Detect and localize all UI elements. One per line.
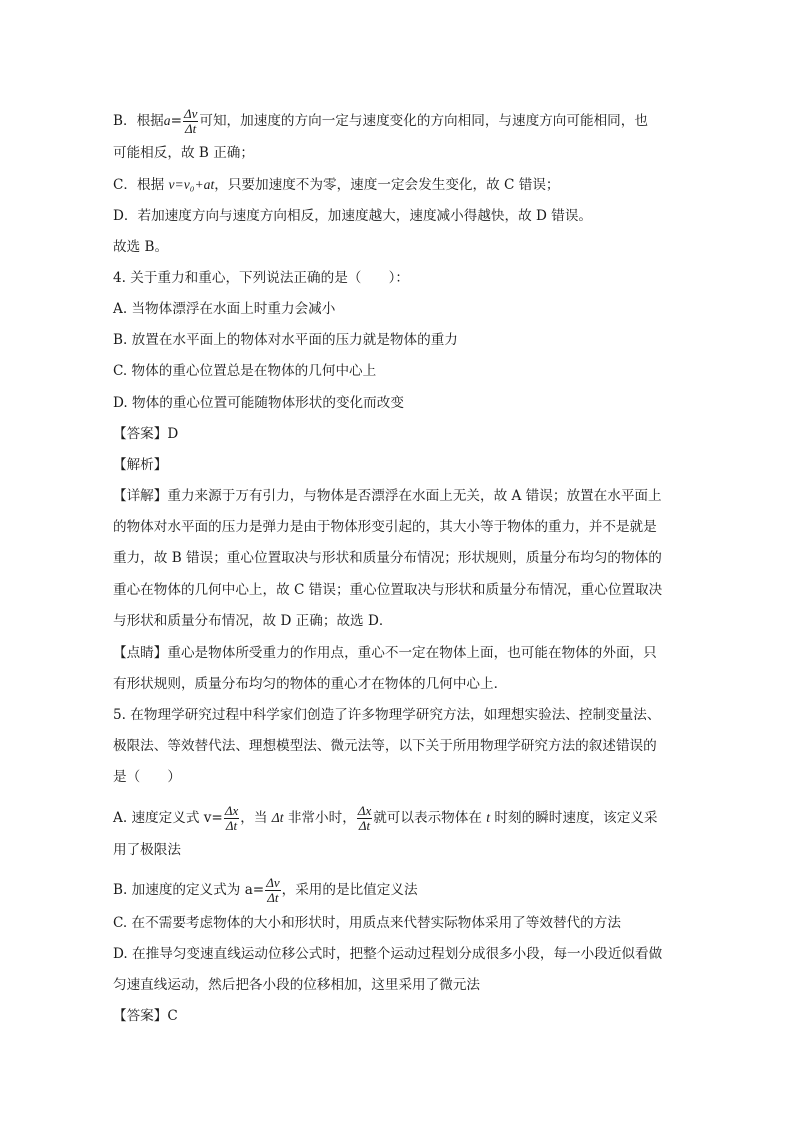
q5-option-a-line1: A. 速度定义式 v= $\frac{\Delta x}{\Delta t}$ ，当 Δt 非常小时， $\frac{\Delta x}{\Delta t}$ 就可以表示物体在 t 时刻的瞬时速度，该定义采 — [113, 803, 658, 833]
q4-stem: 4. 关于重力和重心，下列说法正确的是（ ）： — [113, 270, 409, 286]
q4-detail-line3: 重力，故 B 错误；重心位置取决与形状和质量分布情况；形状规则，质量分布均匀的物体的 — [113, 550, 662, 566]
q3-option-c: C．根据 v=v₀+at，只要加速度不为零，速度一定会发生变化，故 C 错误； — [113, 177, 560, 193]
q4-answer: 【答案】D — [113, 426, 179, 442]
q5-stem-line1: 5. 在物理学研究过程中科学家们创造了许多物理学研究方法，如理想实验法、控制变量法、 — [113, 707, 661, 723]
q4-option-b: B. 放置在水平面上的物体对水平面的压力就是物体的重力 — [113, 332, 458, 348]
q4-option-c: C. 物体的重心位置总是在物体的几何中心上 — [113, 363, 377, 379]
q3-option-b-line1: B．根据a= $\frac{\Delta v}{\Delta t}$ 可知，加速度的方向一定与速度变化的方向相同，与速度方向可能相同，也 — [113, 106, 648, 136]
q5-answer: 【答案】C — [113, 1008, 178, 1024]
q5-option-d-line2: 匀速直线运动，然后把各小段的位移相加，这里采用了微元法 — [113, 977, 481, 993]
q3-option-d: D．若加速度方向与速度方向相反，加速度越大，速度减小得越快，故 D 错误。 — [113, 208, 593, 224]
fraction-dx-dt-2: $\frac{\Delta x}{\Delta t}$ — [357, 803, 372, 833]
q4-analysis-tag: 【解析】 — [113, 457, 168, 473]
q5-option-d-line1: D. 在推导匀变速直线运动位移公式时，把整个运动过程划分成很多小段，每一小段近似看做 — [113, 946, 663, 962]
q4-detail-line5: 与形状和质量分布情况，故 D 正确；故选 D． — [113, 613, 393, 629]
q5-stem-line2: 极限法、等效替代法、理想模型法、微元法等，以下关于所用物理学研究方法的叙述错误的 — [113, 738, 657, 754]
q5-option-a-line2: 用了极限法 — [113, 842, 181, 858]
fraction-dv-dt-2: $\frac{\Delta v}{\Delta t}$ — [266, 875, 280, 905]
q4-detail-line2: 的物体对水平面的压力是弹力是由于物体形变引起的，其大小等于物体的重力，并不是就是 — [113, 519, 657, 535]
q4-detail-line1: 【详解】重力来源于万有引力，与物体是否漂浮在水面上无关，故 A 错误；放置在水平面上 — [113, 488, 662, 504]
q4-option-a: A. 当物体漂浮在水面上时重力会减小 — [113, 301, 336, 317]
q5-option-b: B. 加速度的定义式为 a= $\frac{\Delta v}{\Delta t}$ ，采用的是比值定义法 — [113, 875, 418, 905]
q4-detail-line4: 重心在物体的几何中心上，故 C 错误；重心位置取决与形状和质量分布情况，重心位置取决 — [113, 582, 663, 598]
q5-stem-line3: 是（ ） — [113, 769, 181, 785]
fraction-dx-dt: $\frac{\Delta x}{\Delta t}$ — [224, 803, 239, 833]
fraction-dv-dt: $\frac{\Delta v}{\Delta t}$ — [183, 106, 198, 136]
q4-comment-line2: 有形状规则，质量分布均匀的物体的重心才在物体的几何中心上． — [113, 676, 508, 692]
q4-option-d: D. 物体的重心位置可能随物体形状的变化而改变 — [113, 395, 404, 411]
q4-comment-line1: 【点睛】重心是物体所受重力的作用点，重心不一定在物体上面，也可能在物体的外面，只 — [113, 645, 657, 661]
q3-option-b-line2: 可能相反，故 B 正确； — [113, 145, 254, 161]
q5-option-c: C. 在不需要考虑物体的大小和形状时，用质点来代替实际物体采用了等效替代的方法 — [113, 915, 621, 931]
q3-conclusion: 故选 B。 — [113, 239, 169, 255]
